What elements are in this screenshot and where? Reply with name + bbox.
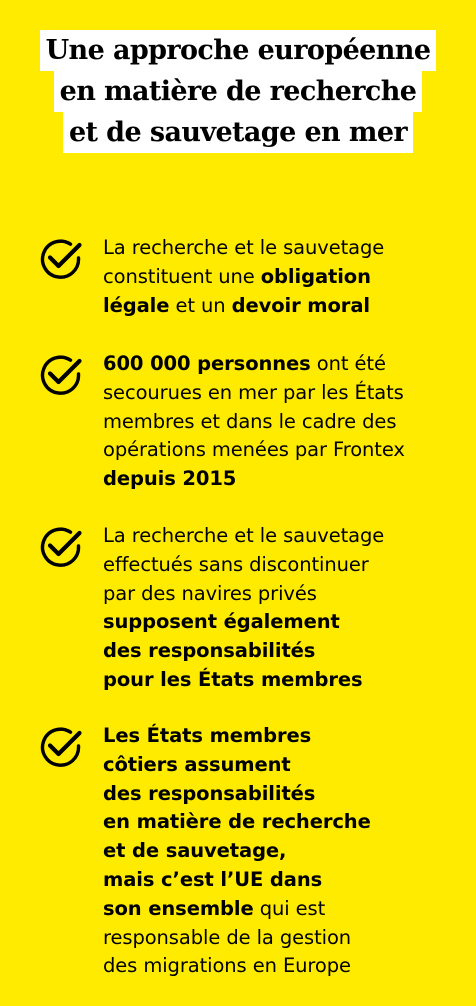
regular-text: par des navires privés — [103, 581, 317, 605]
item-text-line — [103, 436, 468, 465]
item-text-line — [103, 751, 468, 780]
bold-text: légale — [103, 293, 170, 317]
item-text-line — [103, 234, 468, 263]
title-line-1: Une approche européenne — [40, 30, 437, 71]
bold-text: des responsabilités — [103, 639, 316, 663]
regular-text: opérations menées par Frontex — [103, 438, 405, 462]
bold-text: en matière de recherche — [103, 810, 371, 834]
regular-text: effectués sans discontinuer — [103, 552, 369, 576]
item-text-line — [103, 608, 468, 637]
item-text-line — [103, 465, 468, 494]
item-text — [103, 350, 468, 494]
regular-text: ont été — [310, 352, 386, 375]
item-text-line — [103, 924, 468, 953]
page-title — [0, 30, 476, 153]
item-text-line — [103, 808, 468, 837]
item-text-line — [103, 580, 468, 609]
item-text-line — [103, 866, 468, 895]
regular-text: constituent une — [103, 264, 261, 288]
regular-text: et un — [169, 293, 232, 317]
bold-text: mais c’est l’UE dans — [103, 867, 323, 891]
item-text — [103, 234, 468, 320]
title-line-3: et de sauvetage en mer — [63, 112, 413, 153]
regular-text: responsable de la gestion — [103, 925, 352, 949]
item-text-line — [103, 350, 468, 379]
regular-text: La recherche et le sauvetage — [103, 524, 385, 547]
item-text-line — [103, 666, 468, 695]
regular-text: qui est — [253, 896, 326, 920]
bold-text: 600 000 personnes — [103, 352, 311, 375]
bold-text: obligation — [260, 264, 371, 288]
item-text-line — [103, 408, 468, 437]
title-line-2: en matière de recherche — [54, 71, 423, 112]
bold-text: et de sauvetage, — [103, 839, 287, 863]
bold-text: supposent également — [103, 610, 340, 634]
bold-text: des responsabilités — [103, 781, 316, 805]
item-text-line — [103, 637, 468, 666]
item-text-line — [103, 263, 468, 292]
item-text-line — [103, 952, 468, 981]
item-text-line — [103, 780, 468, 809]
bold-text: son ensemble — [103, 896, 254, 920]
item-text — [103, 722, 468, 981]
item-text-line — [103, 292, 468, 321]
regular-text: secourues en mer par les États — [103, 380, 404, 404]
checkmark-circle-icon — [38, 352, 84, 398]
regular-text: des migrations en Europe — [103, 954, 351, 978]
item-text-line — [103, 722, 468, 751]
checkmark-circle-icon — [38, 724, 84, 770]
bold-text: côtiers assument — [103, 752, 291, 776]
item-text — [103, 522, 468, 695]
item-text-line — [103, 837, 468, 866]
item-text-line — [103, 522, 468, 551]
bold-text: depuis 2015 — [103, 467, 237, 491]
bold-text: pour les États membres — [103, 667, 363, 691]
bold-text: devoir moral — [231, 293, 370, 317]
item-text-line — [103, 895, 468, 924]
bold-text: Les États membres — [103, 724, 312, 747]
item-text-line — [103, 551, 468, 580]
item-text-line — [103, 379, 468, 408]
checkmark-circle-icon — [38, 236, 84, 282]
regular-text: membres et dans le cadre des — [103, 409, 397, 433]
checkmark-circle-icon — [38, 524, 84, 570]
regular-text: La recherche et le sauvetage — [103, 236, 385, 259]
